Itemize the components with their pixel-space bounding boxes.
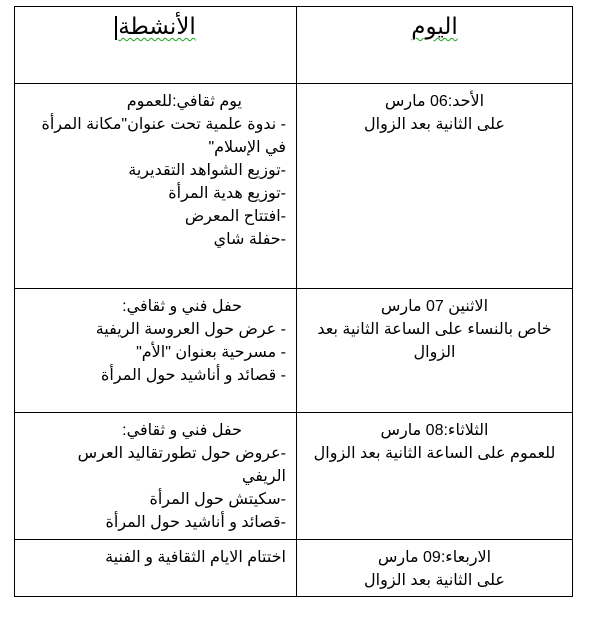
day-line: الأحد:06 مارس bbox=[384, 93, 485, 110]
day-line: خاص بالنساء على الساعة الثانية بعد bbox=[317, 321, 552, 338]
header-activities-label: الأنشطة bbox=[118, 13, 196, 39]
activities-cell bbox=[15, 540, 297, 597]
activities-cell bbox=[15, 289, 297, 413]
day-cell bbox=[297, 540, 573, 597]
header-activities bbox=[15, 7, 297, 84]
day-line: على الثانية بعد الزوال bbox=[364, 116, 505, 133]
day-line: الاربعاء:09 مارس bbox=[377, 549, 492, 566]
activity-line: - ندوة علمية تحت عنوان"مكانة المرأة bbox=[41, 116, 286, 133]
activity-line: -توزيع الشواهد التقديرية bbox=[128, 162, 286, 179]
activity-title: حفل فني و ثقافي: bbox=[122, 298, 242, 315]
table-row bbox=[15, 540, 573, 597]
table-row bbox=[15, 84, 573, 289]
text-cursor bbox=[115, 16, 117, 40]
day-cell bbox=[297, 413, 573, 540]
activity-line: -عروض حول تطورتقاليد العرس bbox=[77, 445, 286, 462]
activities-cell bbox=[15, 84, 297, 289]
activity-line: في الإسلام" bbox=[208, 139, 286, 156]
activity-line: -قصائد و أناشيد حول المرأة bbox=[105, 514, 286, 531]
day-line: الثلاثاء:08 مارس bbox=[380, 422, 489, 439]
header-row bbox=[15, 7, 573, 84]
day-cell bbox=[297, 84, 573, 289]
activity-line: الريفي bbox=[241, 468, 286, 485]
table-row bbox=[15, 289, 573, 413]
day-cell bbox=[297, 289, 573, 413]
activity-line: - قصائد و أناشيد حول المرأة bbox=[101, 367, 286, 384]
activity-line: -سكيتش حول المرأة bbox=[149, 491, 286, 508]
activity-line: -توزيع هدية المرأة bbox=[168, 185, 286, 202]
activity-line: -افتتاح المعرض bbox=[184, 208, 286, 225]
activity-title: حفل فني و ثقافي: bbox=[122, 422, 242, 439]
schedule-table bbox=[14, 6, 573, 597]
activity-line: - مسرحية بعنوان "الأم" bbox=[136, 344, 286, 361]
activity-line: - عرض حول العروسة الريفية bbox=[95, 321, 286, 338]
activity-title: يوم ثقافي:للعموم bbox=[126, 93, 242, 110]
activity-title: اختتام الايام الثقافية و الفنية bbox=[105, 549, 286, 566]
day-line: للعموم على الساعة الثانية بعد الزوال bbox=[313, 445, 556, 462]
header-day-label: اليوم bbox=[411, 13, 458, 39]
day-line: الاثنين 07 مارس bbox=[380, 298, 489, 315]
day-line: الزوال bbox=[413, 344, 456, 361]
activity-line: -حفلة شاي bbox=[213, 231, 286, 248]
table-row bbox=[15, 413, 573, 540]
activities-cell bbox=[15, 413, 297, 540]
header-day bbox=[297, 7, 573, 84]
day-line: على الثانية بعد الزوال bbox=[364, 572, 505, 589]
